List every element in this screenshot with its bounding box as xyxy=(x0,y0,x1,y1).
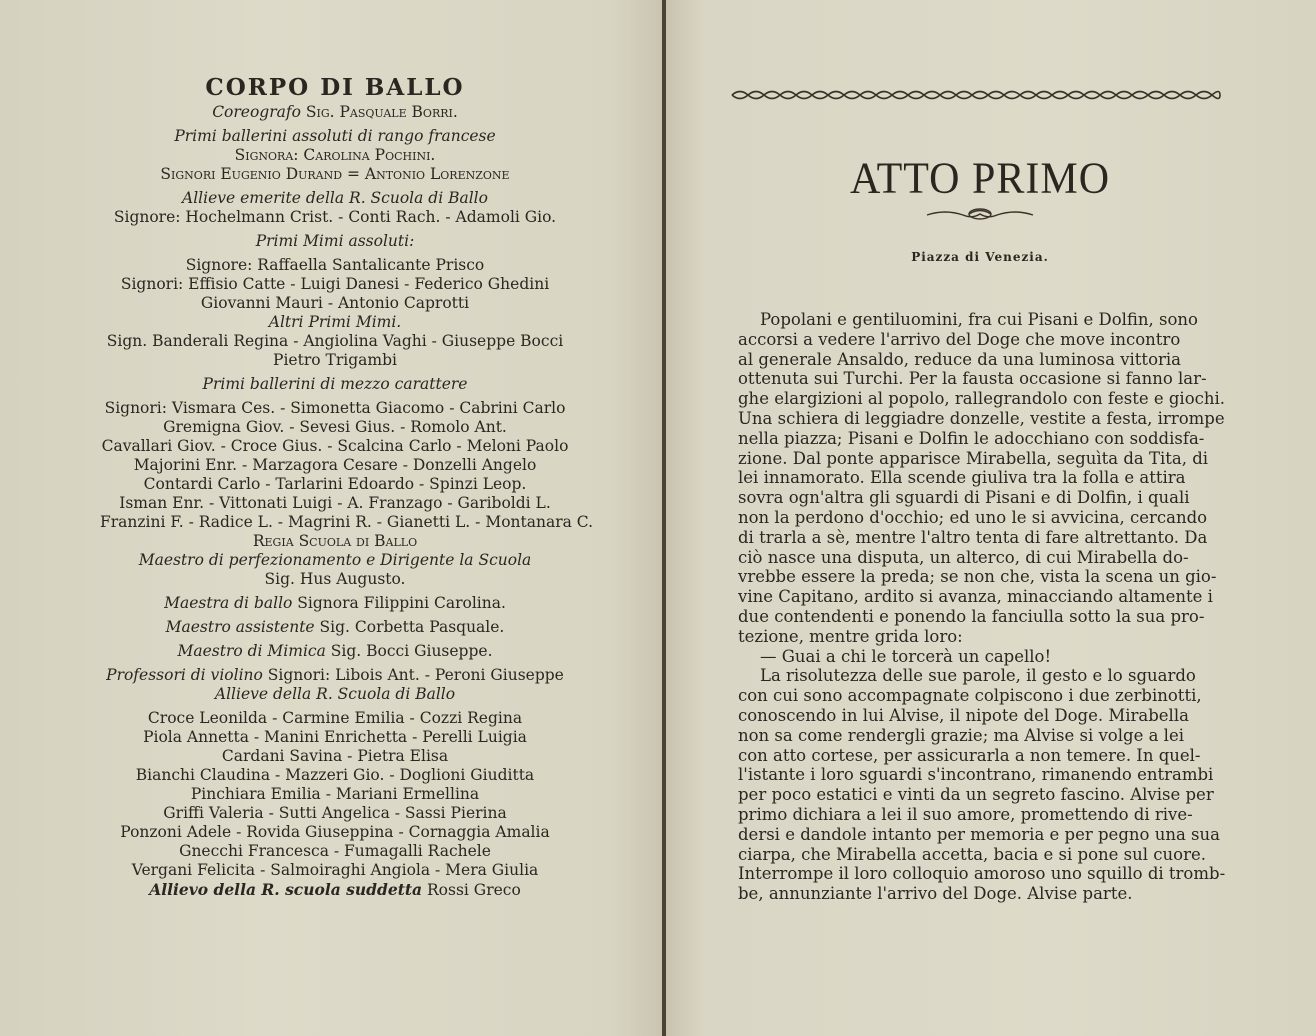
narrative-line: nella piazza; Pisani e Dolfin le adocchiano con soddisfa- xyxy=(738,428,1205,448)
primi-ballerini-role: Primi ballerini assoluti di rango francese xyxy=(174,127,496,145)
violino-role: Professori di violino xyxy=(106,666,263,684)
maestro-perf-name: Sig. Hus Augusto. xyxy=(264,570,406,588)
allievo-role: Allievo della R. scuola suddetta xyxy=(149,880,423,899)
maestra-ballo-role: Maestra di ballo xyxy=(164,594,293,612)
narrative-text xyxy=(738,310,1238,904)
maestro-assist-line xyxy=(100,618,570,637)
allieve-line: Bianchi Claudina - Mazzeri Gio. - Doglioni Giuditta xyxy=(135,766,535,784)
cast-list xyxy=(100,74,594,900)
altri-mimi-line2: Pietro Trigambi xyxy=(273,351,397,369)
maestra-ballo-name: Signora Filippini Carolina. xyxy=(297,594,506,612)
mezzo-carattere-line: Contardi Carlo - Tarlarini Edoardo - Spinzi Leop. xyxy=(143,475,527,493)
flourish-icon xyxy=(925,205,1035,223)
allieve-line: Griffi Valeria - Sutti Angelica - Sassi Pierina xyxy=(163,804,507,822)
allieve-line: Cardani Savina - Pietra Elisa xyxy=(221,747,449,765)
maestro-assist-role: Maestro assistente xyxy=(165,618,315,636)
cast-heading: CORPO DI BALLO xyxy=(205,74,465,101)
violino-line xyxy=(100,666,570,685)
narrative-line: con cui sono accompagnate colpiscono i due zerbinotti, xyxy=(738,686,1202,706)
coreografo-name: Sig. Pasquale Borri. xyxy=(305,103,458,121)
scene-setting: Piazza di Venezia. xyxy=(911,250,1049,264)
mezzo-carattere-line: Majorini Enr. - Marzagora Cesare - Donzelli Angelo xyxy=(133,456,537,474)
narrative-line: La risolutezza delle sue parole, il gesto e lo sguardo xyxy=(760,666,1196,686)
maestra-ballo-line xyxy=(100,594,570,613)
maestro-mimica-name: Sig. Bocci Giuseppe. xyxy=(330,642,493,660)
narrative-line: ciò nasce una disputa, un alterco, di cui Mirabella do- xyxy=(738,547,1189,567)
narrative-line: vrebbe essere la preda; se non che, vista la scena un gio- xyxy=(738,567,1217,587)
ornamental-border-icon xyxy=(730,86,1222,104)
narrative-exclamation: — Guai a chi le torcerà un capello! xyxy=(760,646,1052,666)
primi-mimi-line3: Giovanni Mauri - Antonio Caprotti xyxy=(200,294,470,312)
maestro-mimica-line xyxy=(100,642,570,661)
mezzo-carattere-line: Franzini F. - Radice L. - Magrini R. - Gianetti L. - Montanara C. xyxy=(100,513,594,531)
narrative-line: Una schiera di leggiadre donzelle, vestite a festa, irrompe xyxy=(738,408,1225,428)
maestro-mimica-role: Maestro di Mimica xyxy=(177,642,326,660)
allieve-emerite-role: Allieve emerite della R. Scuola di Ballo xyxy=(182,189,488,207)
allieve-line: Croce Leonilda - Carmine Emilia - Cozzi Regina xyxy=(147,709,523,727)
altri-mimi-line1: Sign. Banderali Regina - Angiolina Vaghi - Giuseppe Bocci xyxy=(106,332,564,350)
narrative-line: non la perdono d'occhio; ed uno le si avvicina, cercando xyxy=(738,507,1208,527)
narrative-line: dersi e dandole intanto per memoria e per pegno una sua xyxy=(738,824,1220,844)
coreografo-line xyxy=(100,103,570,122)
narrative-line: zione. Dal ponte apparisce Mirabella, seguìta da Tita, di xyxy=(738,448,1209,468)
allieve-line: Pinchiara Emilia - Mariani Ermellina xyxy=(190,785,480,803)
violino-name: Signori: Libois Ant. - Peroni Giuseppe xyxy=(267,666,564,684)
mezzo-carattere-line: Gremigna Giov. - Sevesi Gius. - Romolo Ant. xyxy=(163,418,507,436)
mezzo-carattere-line: Signori: Vismara Ces. - Simonetta Giacomo - Cabrini Carlo xyxy=(104,399,566,417)
primi-mimi-role: Primi Mimi assoluti: xyxy=(255,232,415,250)
maestro-assist-name: Sig. Corbetta Pasquale. xyxy=(319,618,505,636)
narrative-line: be, annunziante l'arrivo del Doge. Alvise parte. xyxy=(738,884,1133,904)
allieve-emerite-line1: Signore: Hochelmann Crist. - Conti Rach. - Adamoli Gio. xyxy=(113,208,557,226)
narrative-line: conoscendo in lui Alvise, il nipote del Doge. Mirabella xyxy=(738,705,1189,725)
narrative-line: primo dichiara a lei il suo amore, promettendo di rive- xyxy=(738,804,1193,824)
allieve-line: Ponzoni Adele - Rovida Giuseppina - Cornaggia Amalia xyxy=(120,823,550,841)
narrative-line: due contendenti e ponendo la fanciulla sotto la sua pro- xyxy=(738,606,1205,626)
altri-mimi-role: Altri Primi Mimi. xyxy=(268,313,402,331)
maestro-perf-role: Maestro di perfezionamento e Dirigente la Scuola xyxy=(138,551,532,569)
narrative-line: Interrompe il loro colloquio amoroso uno squillo di tromb- xyxy=(738,864,1226,884)
coreografo-role: Coreografo xyxy=(212,103,301,121)
narrative-line: Popolani e gentiluomini, fra cui Pisani e Dolfin, sono xyxy=(760,310,1198,329)
allieve-role: Allieve della R. Scuola di Ballo xyxy=(214,685,456,703)
scuola-heading: Regia Scuola di Ballo xyxy=(252,532,418,550)
narrative-line: sovra ogn'altra gli sguardi di Pisani e di Dolfin, i quali xyxy=(738,488,1190,508)
allievo-name: Rossi Greco xyxy=(427,881,521,899)
narrative-line: non sa come rendergli grazie; ma Alvise si volge a lei xyxy=(738,725,1184,745)
mezzo-carattere-role: Primi ballerini di mezzo carattere xyxy=(202,375,468,393)
primi-ballerini-line1: Signora: Carolina Pochini. xyxy=(234,146,436,164)
narrative-line: lei innamorato. Ella scende giuliva tra la folla e attira xyxy=(738,468,1186,488)
narrative-line: l'istante i loro sguardi s'incontrano, rimanendo entrambi xyxy=(738,765,1214,785)
narrative-line: ottenuta sui Turchi. Per la fausta occasione si fanno lar- xyxy=(738,369,1207,389)
mezzo-carattere-line: Cavallari Giov. - Croce Gius. - Scalcina Carlo - Meloni Paolo xyxy=(101,437,569,455)
narrative-line: accorsi a vedere l'arrivo del Doge che move incontro xyxy=(738,329,1181,349)
allievo-line xyxy=(100,880,570,900)
allieve-line: Gnecchi Francesca - Fumagalli Rachele xyxy=(179,842,491,860)
primi-ballerini-line2: Signori Eugenio Durand = Antonio Lorenzone xyxy=(160,165,510,183)
narrative-line: ciarpa, che Mirabella accetta, bacia e si pone sul cuore. xyxy=(738,844,1206,864)
narrative-line: al generale Ansaldo, reduce da una luminosa vittoria xyxy=(738,349,1182,369)
narrative-line: con atto cortese, per assicurarla a non temere. In quel- xyxy=(738,745,1201,765)
narrative-line: ghe elargizioni al popolo, rallegrandolo con feste e giochi. xyxy=(738,389,1226,409)
allieve-line: Piola Annetta - Manini Enrichetta - Perelli Luigia xyxy=(143,728,527,746)
narrative-line: vine Capitano, ardito si avanza, minacciando altamente i xyxy=(738,587,1213,607)
primi-mimi-line1: Signore: Raffaella Santalicante Prisco xyxy=(185,256,485,274)
allieve-line: Vergani Felicita - Salmoiraghi Angiola - Mera Giulia xyxy=(131,861,539,879)
act-title: ATTO PRIMO xyxy=(849,154,1111,204)
primi-mimi-line2: Signori: Effisio Catte - Luigi Danesi - Federico Ghedini xyxy=(120,275,550,293)
narrative-line: tezione, mentre grida loro: xyxy=(738,626,963,646)
mezzo-carattere-line: Isman Enr. - Vittonati Luigi - A. Franzago - Gariboldi L. xyxy=(119,494,551,512)
narrative-line: per poco estatici e vinti da un segreto fascino. Alvise per xyxy=(738,785,1214,805)
narrative-line: di trarla a sè, mentre l'altro tenta di fare altrettanto. Da xyxy=(738,527,1208,547)
